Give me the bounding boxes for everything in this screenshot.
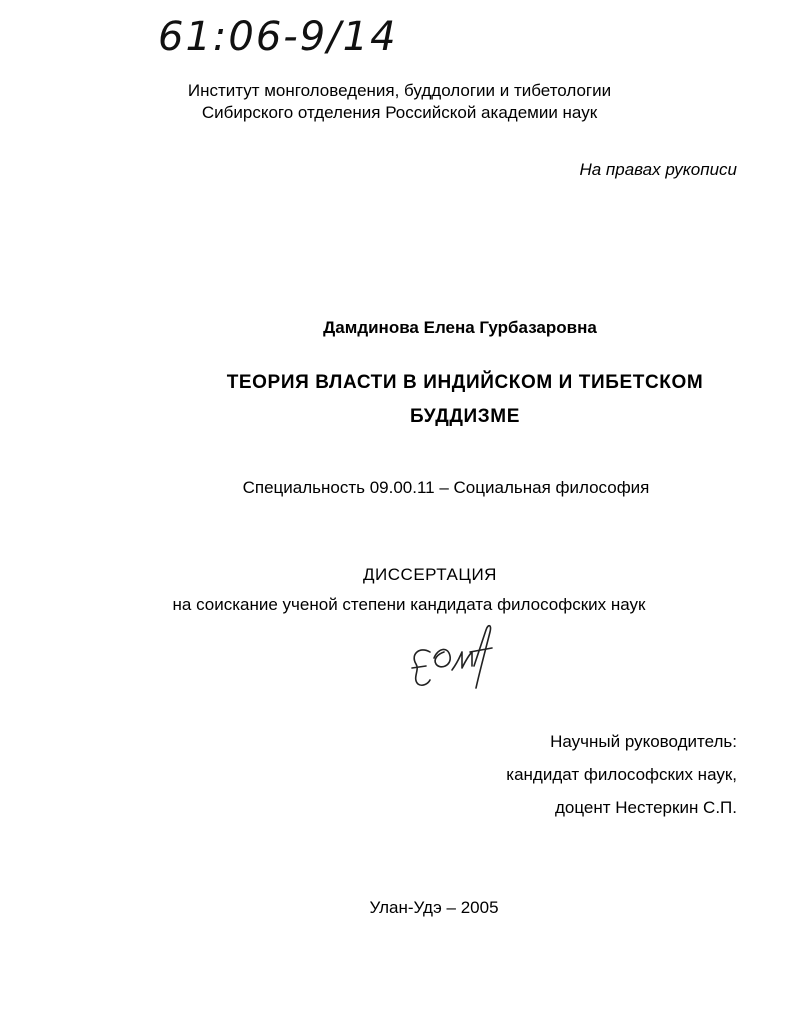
dissertation-title-line-1: ТЕОРИЯ ВЛАСТИ В ИНДИЙСКОМ И ТИБЕТСКОМ: [226, 372, 704, 393]
specialty-line: Специальность 09.00.11 – Социальная философия: [242, 478, 650, 497]
supervisor-degree: кандидат философских наук,: [506, 765, 737, 784]
dissertation-degree: на соискание ученой степени кандидата философских наук: [172, 595, 646, 614]
supervisor-label: Научный руководитель:: [550, 732, 737, 751]
institute-name-line-2: Сибирского отделения Российской академии наук: [201, 103, 598, 122]
archive-mark: 61:06-9/14: [158, 14, 398, 60]
handwritten-signature: [400, 612, 500, 692]
manuscript-rights-note: На правах рукописи: [579, 160, 737, 179]
author-name: Дамдинова Елена Гурбазаровна: [323, 318, 597, 337]
institute-name-line-1: Институт монголоведения, буддологии и тибетологии: [187, 81, 612, 100]
dissertation-type: ДИССЕРТАЦИЯ: [363, 565, 497, 584]
dissertation-title-line-2: БУДДИЗМЕ: [410, 406, 520, 427]
city-year: Улан-Удэ – 2005: [369, 898, 499, 917]
supervisor-name: доцент Нестеркин С.П.: [555, 798, 737, 817]
